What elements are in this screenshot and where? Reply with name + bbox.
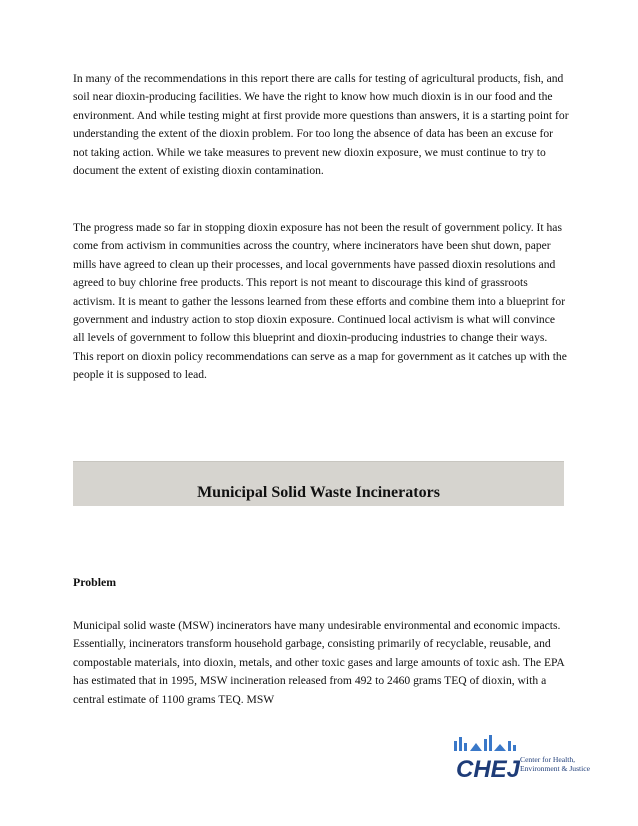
- section-banner: [73, 461, 564, 506]
- section-title: Municipal Solid Waste Incinerators: [197, 484, 440, 501]
- chej-logo-line1: Center for Health,: [520, 755, 576, 764]
- body-paragraph-testing: In many of the recommendations in this report there are calls for testing of agricultural products, fish, and soil near dioxin-producing facilities. We have the right to know how much dioxin is in our food and the environment. And while testing might at first provide more questions than answers, it is a starting point for understanding the extent of the dioxin problem. For too long the absence of data has been an excuse for not taking action. While we take measures to prevent new dioxin exposure, we must continue to try to document the extent of existing dioxin contamination.: [73, 72, 569, 178]
- body-paragraph-activism: The progress made so far in stopping dioxin exposure has not been the result of government policy. It has come from activism in communities across the country, where incinerators have been shut down, paper mills have agreed to clean up their processes, and local governments have passed dioxin resolutions and agreed to buy chlorine free products. This report is not meant to discourage this kind of grassroots activism. It is meant to gather the lessons learned from these efforts and combine them into a blueprint for government and industry action to stop dioxin exposure. Continued local activism is what will convince all levels of government to follow this blueprint and dioxin-producing industries to change their ways. This report on dioxin policy recommendations can serve as a map for government as it catches up with the people it is supposed to lead.: [73, 221, 567, 382]
- body-paragraph-msw: Municipal solid waste (MSW) incinerators have many undesirable environmental and economic impacts. Essentially, incinerators transform household garbage, consisting primarily of recyclable, reusable, and compostable materials, into dioxin, metals, and other toxic gases and large amounts of toxic ash. The EPA has estimated that in 1995, MSW incineration released from 492 to 2460 grams TEQ of dioxin, with a central estimate of 1100 grams TEQ. MSW: [73, 619, 565, 706]
- chej-logo-acronym: CHEJ: [456, 756, 520, 783]
- chej-logo-line2: Environment & Justice: [520, 764, 591, 773]
- subheading-problem: Problem: [73, 575, 117, 589]
- chej-logo-text: [520, 755, 610, 773]
- chej-logo-mark: [448, 733, 520, 785]
- chej-logo: [448, 733, 608, 785]
